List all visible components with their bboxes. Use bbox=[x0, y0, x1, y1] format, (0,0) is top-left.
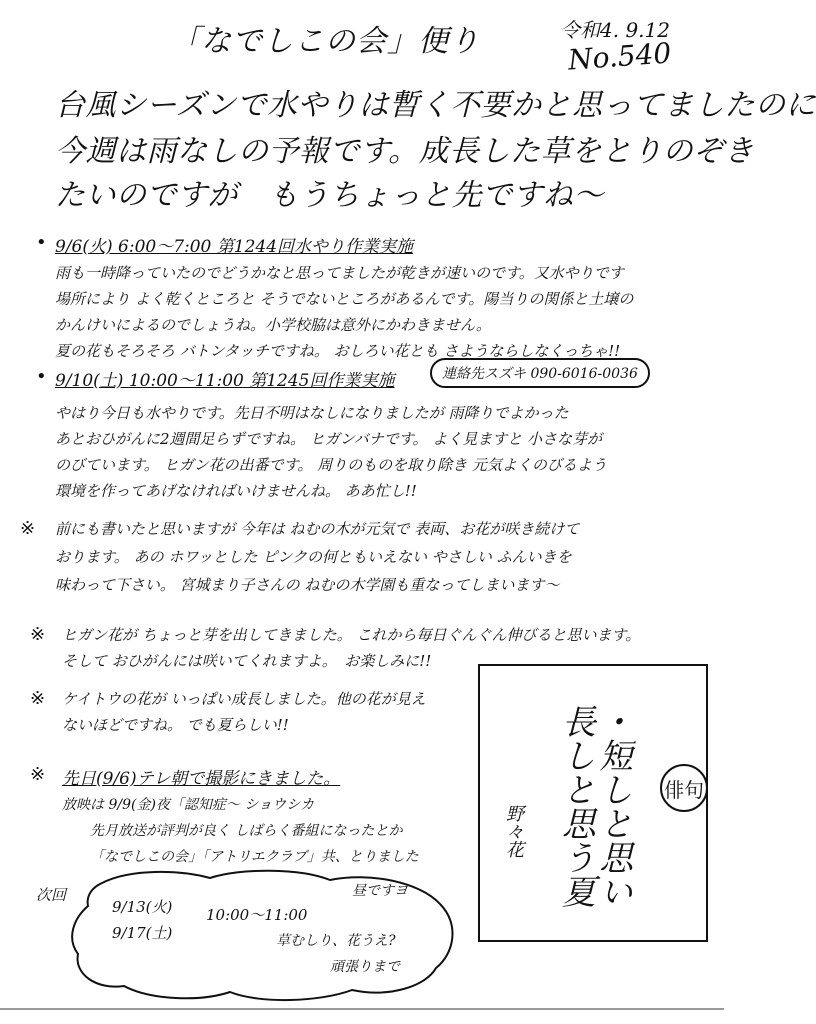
section5-line: ないほどですね。 でも夏らしい!! bbox=[62, 716, 289, 734]
next-date: 9/17(土) bbox=[112, 924, 173, 942]
section1-heading: 9/6(火) 6:00〜7:00 第1244回水やり作業実施 bbox=[55, 237, 414, 257]
section6-heading: 先日(9/6)テレ朝で撮影にきました。 bbox=[62, 769, 341, 789]
section3-line: 味わって下さい。 宮城まり子さんの ねむの木学園も重なってしまいます〜 bbox=[55, 576, 560, 594]
section5-line: ケイトウの花が いっぱい成長しました。他の花が見え bbox=[62, 690, 426, 708]
section1-line: 場所により よく乾くところと そうでないところがあるんです。陽当りの関係と土壌の bbox=[55, 290, 634, 308]
section6-line: 先月放送が評判が良く しばらく番組になったとか bbox=[90, 823, 403, 839]
section3-line: おります。 あの ホワッとした ピンクの何ともいえない やさしい ふんいきを bbox=[55, 548, 572, 566]
section3-line: 前にも書いたと思いますが 今年は ねむの木が元気で 表両、お花が咲き続けて bbox=[55, 520, 580, 538]
next-label: 次回 bbox=[36, 886, 67, 904]
section1-line: 夏の花もそろそろ バトンタッチですね。 おしろい花とも さようならしなくっちゃ!! bbox=[55, 342, 621, 360]
issue-date: 令和4. 9.12 bbox=[560, 18, 670, 42]
next-note: 草むしり、花うえ? bbox=[276, 933, 396, 949]
section2-line: やはり今日も水やりです。先日不明はなしになりましたが 雨降りでよかった bbox=[55, 404, 569, 422]
next-time: 10:00〜11:00 bbox=[206, 906, 308, 924]
haiku-author: 野々花 bbox=[503, 804, 524, 858]
haiku-text: ・短しと思い長しと思う夏 bbox=[555, 704, 633, 908]
next-note: 昼ですヨ bbox=[352, 883, 408, 899]
lead-line-3: たいのですが もうちょっと先ですね〜 bbox=[55, 178, 604, 213]
issue-number: No.540 bbox=[566, 36, 673, 77]
bullet-icon: • bbox=[36, 366, 47, 387]
section2-line: あとおひがんに2週間足らずですね。 ヒガンバナです。 よく見ますと 小さな芽が bbox=[55, 430, 603, 448]
next-note: 頑張りまで bbox=[330, 959, 400, 975]
page-bottom-rule bbox=[0, 1008, 724, 1010]
note-mark-icon: ※ bbox=[30, 624, 46, 645]
bullet-icon: • bbox=[36, 232, 47, 253]
section2-line: 環境を作ってあげなければいけませんね。 ああ忙し!! bbox=[55, 482, 417, 500]
section2-line: のびています。 ヒガン花の出番です。 周りのものを取り除き 元気よくのびるよう bbox=[55, 456, 607, 474]
section1-line: 雨も一時降っていたのでどうかなと思ってましたが乾きが速いのです。又水やりです bbox=[55, 264, 624, 282]
section4-line: ヒガン花が ちょっと芽を出してきました。 これから毎日ぐんぐん伸びると思います。 bbox=[62, 626, 641, 644]
section2-heading: 9/10(土) 10:00〜11:00 第1245回作業実施 bbox=[55, 371, 395, 391]
newsletter-title: 「なでしこの会」便り bbox=[170, 24, 480, 59]
section6-line: 放映は 9/9(金)夜「認知症〜 ショウシカ bbox=[62, 797, 315, 813]
contact-phone: 連絡先スズキ 090-6016-0036 bbox=[430, 358, 650, 388]
lead-line-1: 台風シーズンで水やりは暫く不要かと思ってましたのに bbox=[55, 88, 816, 123]
note-mark-icon: ※ bbox=[20, 518, 36, 539]
lead-line-2: 今週は雨なしの予報です。成長した草をとりのぞき bbox=[55, 134, 755, 169]
note-mark-icon: ※ bbox=[30, 764, 46, 785]
section6-line: 「なでしこの会」「アトリエクラブ」共、とりました bbox=[90, 849, 419, 865]
section4-line: そして おひがんには咲いてくれますよ。 お楽しみに!! bbox=[62, 652, 432, 670]
haiku-tag: 俳句 bbox=[660, 764, 708, 812]
section1-line: かんけいによるのでしょうね。小学校脇は意外にかわきません。 bbox=[55, 316, 491, 334]
note-mark-icon: ※ bbox=[30, 688, 46, 709]
next-date: 9/13(火) bbox=[112, 898, 173, 916]
